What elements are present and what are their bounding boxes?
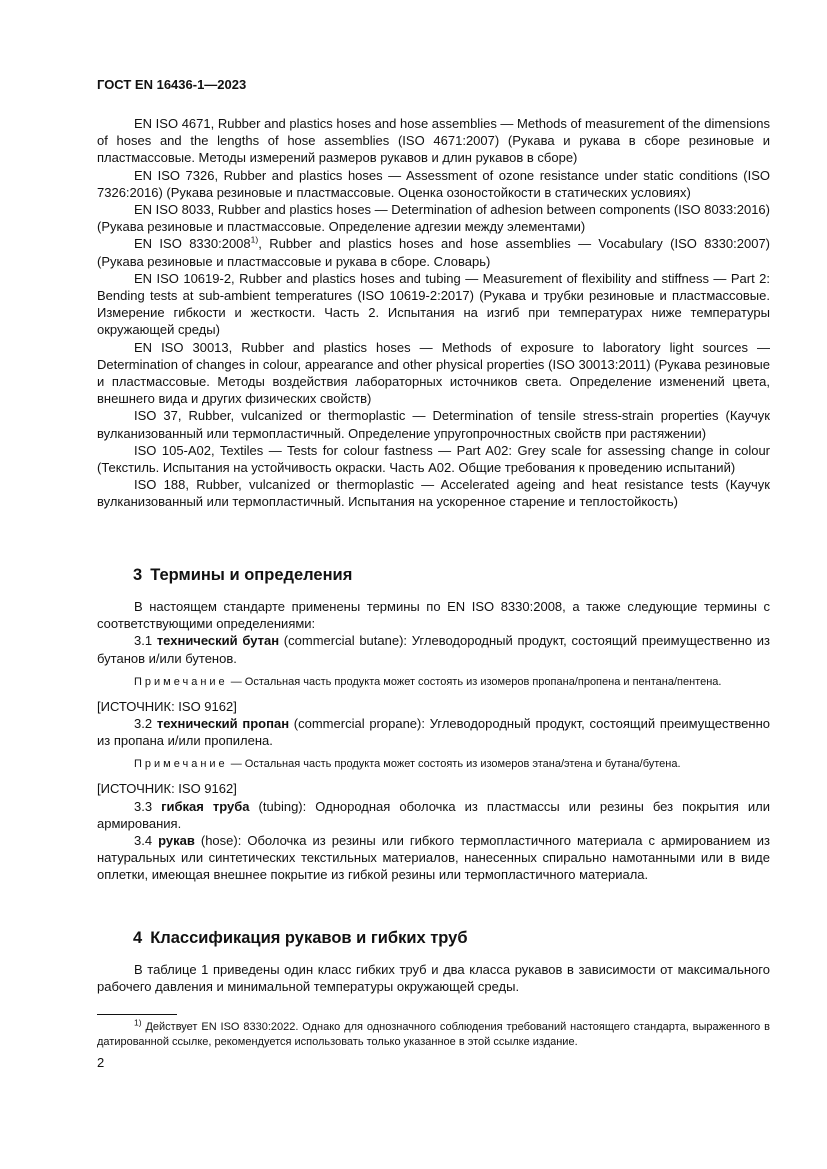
note-2 <box>97 757 770 772</box>
term-name: гибкая труба <box>161 798 250 814</box>
term-name: рукав <box>158 833 195 849</box>
note-text: — Остальная часть продукта может состоять из изомеров этана/этена и бутана/бутена. <box>227 758 681 771</box>
normative-references <box>97 115 770 511</box>
reference-item: EN ISO 7326, Rubber and plastics hoses — Assessment of ozone resistance under static conditions (ISO 7326:2016) (Рукава резиновые и пластмассовые. Оценка озоностойкости в статических условиях) <box>97 167 770 200</box>
footnote-number: 1) <box>134 1017 142 1028</box>
term-number: 3.1 <box>134 633 153 649</box>
note-1 <box>97 675 770 690</box>
term-number: 3.4 <box>134 833 153 849</box>
reference-item-8330 <box>97 235 770 269</box>
reference-code: EN ISO 8330:2008 <box>134 236 251 252</box>
section-intro: В настоящем стандарте применены термины по EN ISO 8330:2008, а также следующие термины с соответствующими определениями: <box>97 599 770 632</box>
term-3-4 <box>97 832 770 884</box>
term-definition: (hose): Оболочка из резины или гибкого термопластичного материала с армированием из натуральных или синтетических текстильных материалов, нанесенных спирально намотанными или в виде оплетки, имеющая внешнее покрытие из гибкой резины или термопластичного материала. <box>97 833 770 883</box>
term-definition: (commercial butane): Углеводородный продукт, состоящий преимущественно из бутанов и/или бутенов. <box>97 633 770 666</box>
reference-item: ISO 188, Rubber, vulcanized or thermoplastic — Accelerated ageing and heat resistance tests (Каучук вулканизованный или термопластичный. Испытания на ускоренное старение и теплостойкость) <box>97 477 770 510</box>
footnote-marker[interactable]: 1) <box>250 235 259 246</box>
term-definition: (commercial propane): Углеводородный продукт, состоящий преимущественно из пропана и/или пропилена. <box>97 716 771 749</box>
reference-item: EN ISO 8033, Rubber and plastics hoses — Determination of adhesion between components (ISO 8033:2016) (Рукава резиновые и пластмассовые. Определение адгезии между элементами) <box>97 202 770 235</box>
term-name: технический бутан <box>156 633 280 649</box>
term-number: 3.2 <box>134 716 153 732</box>
footnote <box>97 1017 770 1050</box>
page-number: 2 <box>97 1055 105 1070</box>
reference-text: , Rubber and plastics hoses and hose assemblies — Vocabulary (ISO 8330:2007) (Рукава резиновые и пластмассовые и рукава в сборе. Словарь) <box>97 236 770 269</box>
source-2: [ИСТОЧНИК: ISO 9162] <box>97 781 237 797</box>
note-label: Примечание <box>134 675 228 688</box>
section-title: Термины и определения <box>150 566 353 584</box>
section-number: 3 <box>133 566 143 584</box>
term-3-3 <box>97 798 770 832</box>
reference-item: EN ISO 10619-2, Rubber and plastics hoses and tubing — Measurement of flexibility and stiffness — Part 2: Bending tests at sub-ambient temperatures (ISO 10619-2:2017) (Рукава и трубки резиновые и пластмассовые. Измерение гибкости и жесткости. Часть 2. Испытания на изгиб при температурах ниже температуры окружающей среды) <box>97 270 770 338</box>
footnote-text: Действует EN ISO 8330:2022. Однако для однозначного соблюдения требований настоящего стандарта, выраженного в датированной ссылке, рекомендуется использовать только указанное в этой ссылке издание. <box>97 1021 770 1048</box>
section-4-heading <box>133 929 468 948</box>
note-text: — Остальная часть продукта может состоять из изомеров пропана/пропена и пентана/пентена. <box>227 675 722 688</box>
reference-item: EN ISO 4671, Rubber and plastics hoses and hose assemblies — Methods of measurement of the dimensions of hoses and the lengths of hose assemblies (ISO 4671:2007) (Рукава и рукава в сборе резиновые и пластмассовые. Методы измерений размеров рукавов и длин рукавов в сборе) <box>97 116 770 166</box>
term-3-1 <box>97 632 770 666</box>
section-3-body <box>97 598 770 884</box>
note-label: Примечание <box>134 758 228 771</box>
section-number: 4 <box>133 929 143 947</box>
reference-item: EN ISO 30013, Rubber and plastics hoses — Methods of exposure to laboratory light sources — Determination of changes in colour, appearance and other physical properties (ISO 30013:2011) (Рукава резиновые и пластмассовые. Методы воздействия лабораторных источников света. Определение изменений цвета, внешнего вида и других физических свойств) <box>97 339 770 407</box>
section-4-body <box>97 961 770 995</box>
reference-item: ISO 37, Rubber, vulcanized or thermoplastic — Determination of tensile stress-strain properties (Каучук вулканизованный или термопластичный. Определение упругопрочностных свойств при растяжении) <box>97 408 770 441</box>
footnote-separator <box>97 1014 177 1015</box>
section-title: Классификация рукавов и гибких труб <box>150 929 468 947</box>
section-text: В таблице 1 приведены один класс гибких труб и два класса рукавов в зависимости от максимального рабочего давления и минимальной температуры окружающей среды. <box>97 962 770 995</box>
section-3-heading <box>133 566 352 585</box>
term-name: технический пропан <box>156 716 290 732</box>
document-code: ГОСТ EN 16436-1—2023 <box>97 77 247 92</box>
term-definition: (tubing): Однородная оболочка из пластмассы или резины без покрытия или армирования. <box>97 798 770 831</box>
term-3-2 <box>97 715 770 749</box>
term-number: 3.3 <box>134 798 153 814</box>
reference-item: ISO 105-A02, Textiles — Tests for colour fastness — Part A02: Grey scale for assessing change in colour (Текстиль. Испытания на устойчивость окраски. Часть A02. Общие требования к проведению испытаний) <box>97 442 770 476</box>
source-1: [ИСТОЧНИК: ISO 9162] <box>97 698 237 714</box>
